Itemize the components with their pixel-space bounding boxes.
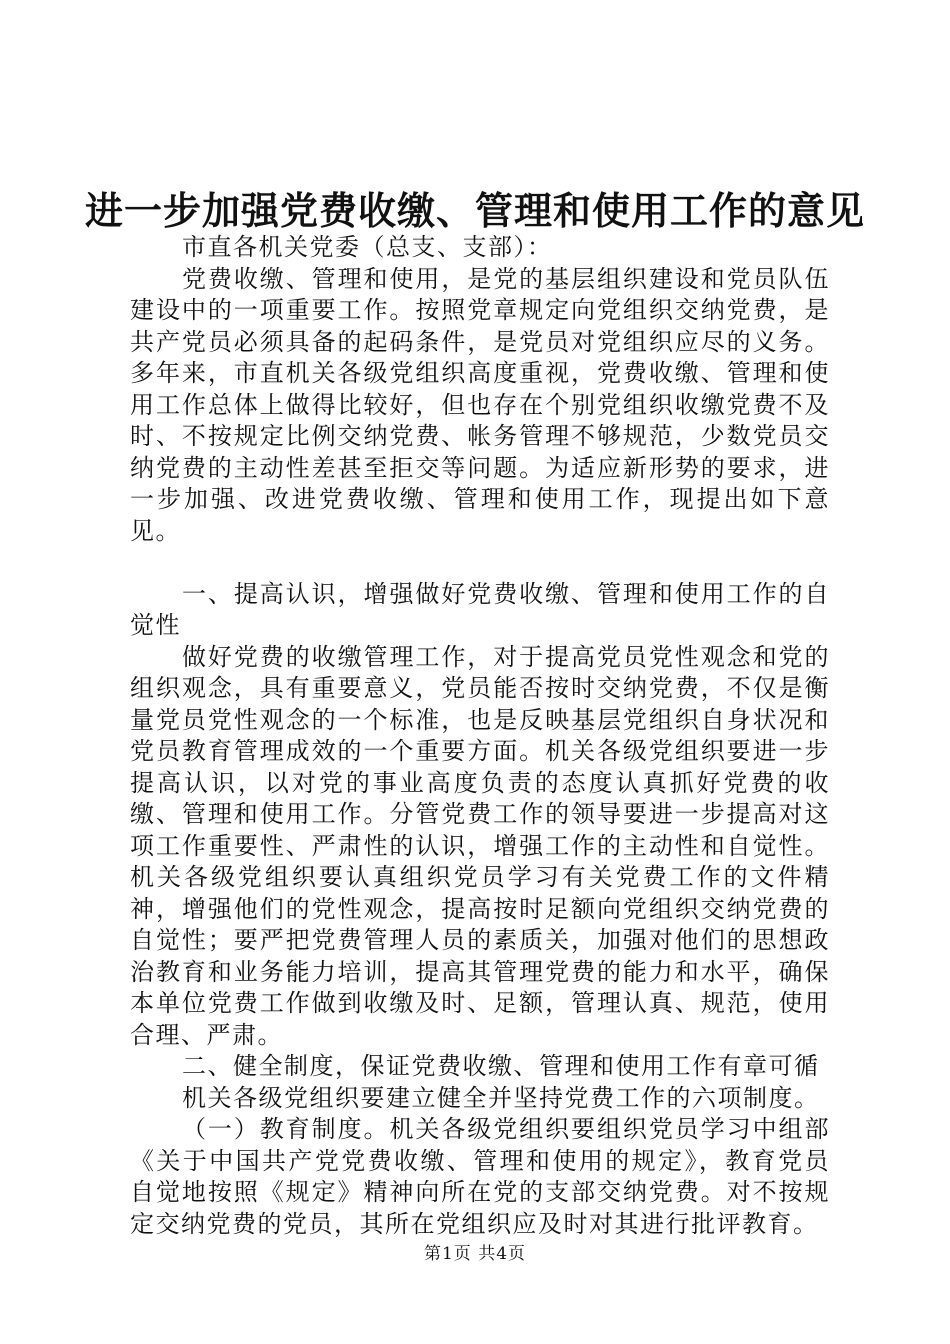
paragraph-section-1: 做好党费的收缴管理工作，对于提高党员党性观念和党的组织观念，具有重要意义，党员能否按时交纳党费，不仅是衡量党员党性观念的一个标准，也是反映基层党组织自身状况和党员教育管理成效的一个重要方面。机关各级党组织要进一步提高认识，以对党的事业高度负责的态度认真抓好党费的收缴、管理和使用工作。分管党费工作的领导要进一步提高对这项工作重要性、严肃性的认识，增强工作的主动性和自觉性。机关各级党组织要认真组织党员学习有关党费工作的文件精神，增强他们的党性观念，提高按时足额向党组织交纳党费的自觉性；要严把党费管理人员的素质关，加强对他们的思想政治教育和业务能力培训，提高其管理党费的能力和水平，确保本单位党费工作做到收缴及时、足额，管理认真、规范，使用合理、严肃。 xyxy=(130,642,830,1049)
section-heading-1: 一、提高认识，增强做好党费收缴、管理和使用工作的自觉性 xyxy=(130,579,830,639)
paragraph-section-2-intro: 机关各级党组织要建立健全并坚持党费工作的六项制度。 xyxy=(182,1083,820,1112)
paragraph-spacer xyxy=(130,547,830,579)
document-body xyxy=(130,232,830,1240)
paragraph-education-system: （一）教育制度。机关各级党组织要组织党员学习中组部《关于中国共产党党费收缴、管理和使用的规定》，教育党员自觉地按照《规定》精神向所在党的支部交纳党费。对不按规定交纳党费的党员，其所在党组织应及时对其进行批评教育。 xyxy=(130,1115,830,1238)
paragraph-intro: 党费收缴、管理和使用，是党的基层组织建设和党员队伍建设中的一项重要工作。按照党章规定向党组织交纳党费，是共产党员必须具备的起码条件，是党员对党组织应尽的义务。多年来，市直机关各级党组织高度重视，党费收缴、管理和使用工作总体上做得比较好，但也存在个别党组织收缴党费不及时、不按规定比例交纳党费、帐务管理不够规范，少数党员交纳党费的主动性差甚至拒交等问题。为适应新形势的要求，进一步加强、改进党费收缴、管理和使用工作，现提出如下意见。 xyxy=(130,264,830,545)
salutation: 市直各机关党委（总支、支部）： xyxy=(182,233,553,261)
document-title: 进一步加强党费收缴、管理和使用工作的意见 xyxy=(84,188,865,233)
page-number: 第1页 共4页 xyxy=(423,1244,527,1264)
section-heading-2: 二、健全制度，保证党费收缴、管理和使用工作有章可循 xyxy=(182,1052,820,1080)
